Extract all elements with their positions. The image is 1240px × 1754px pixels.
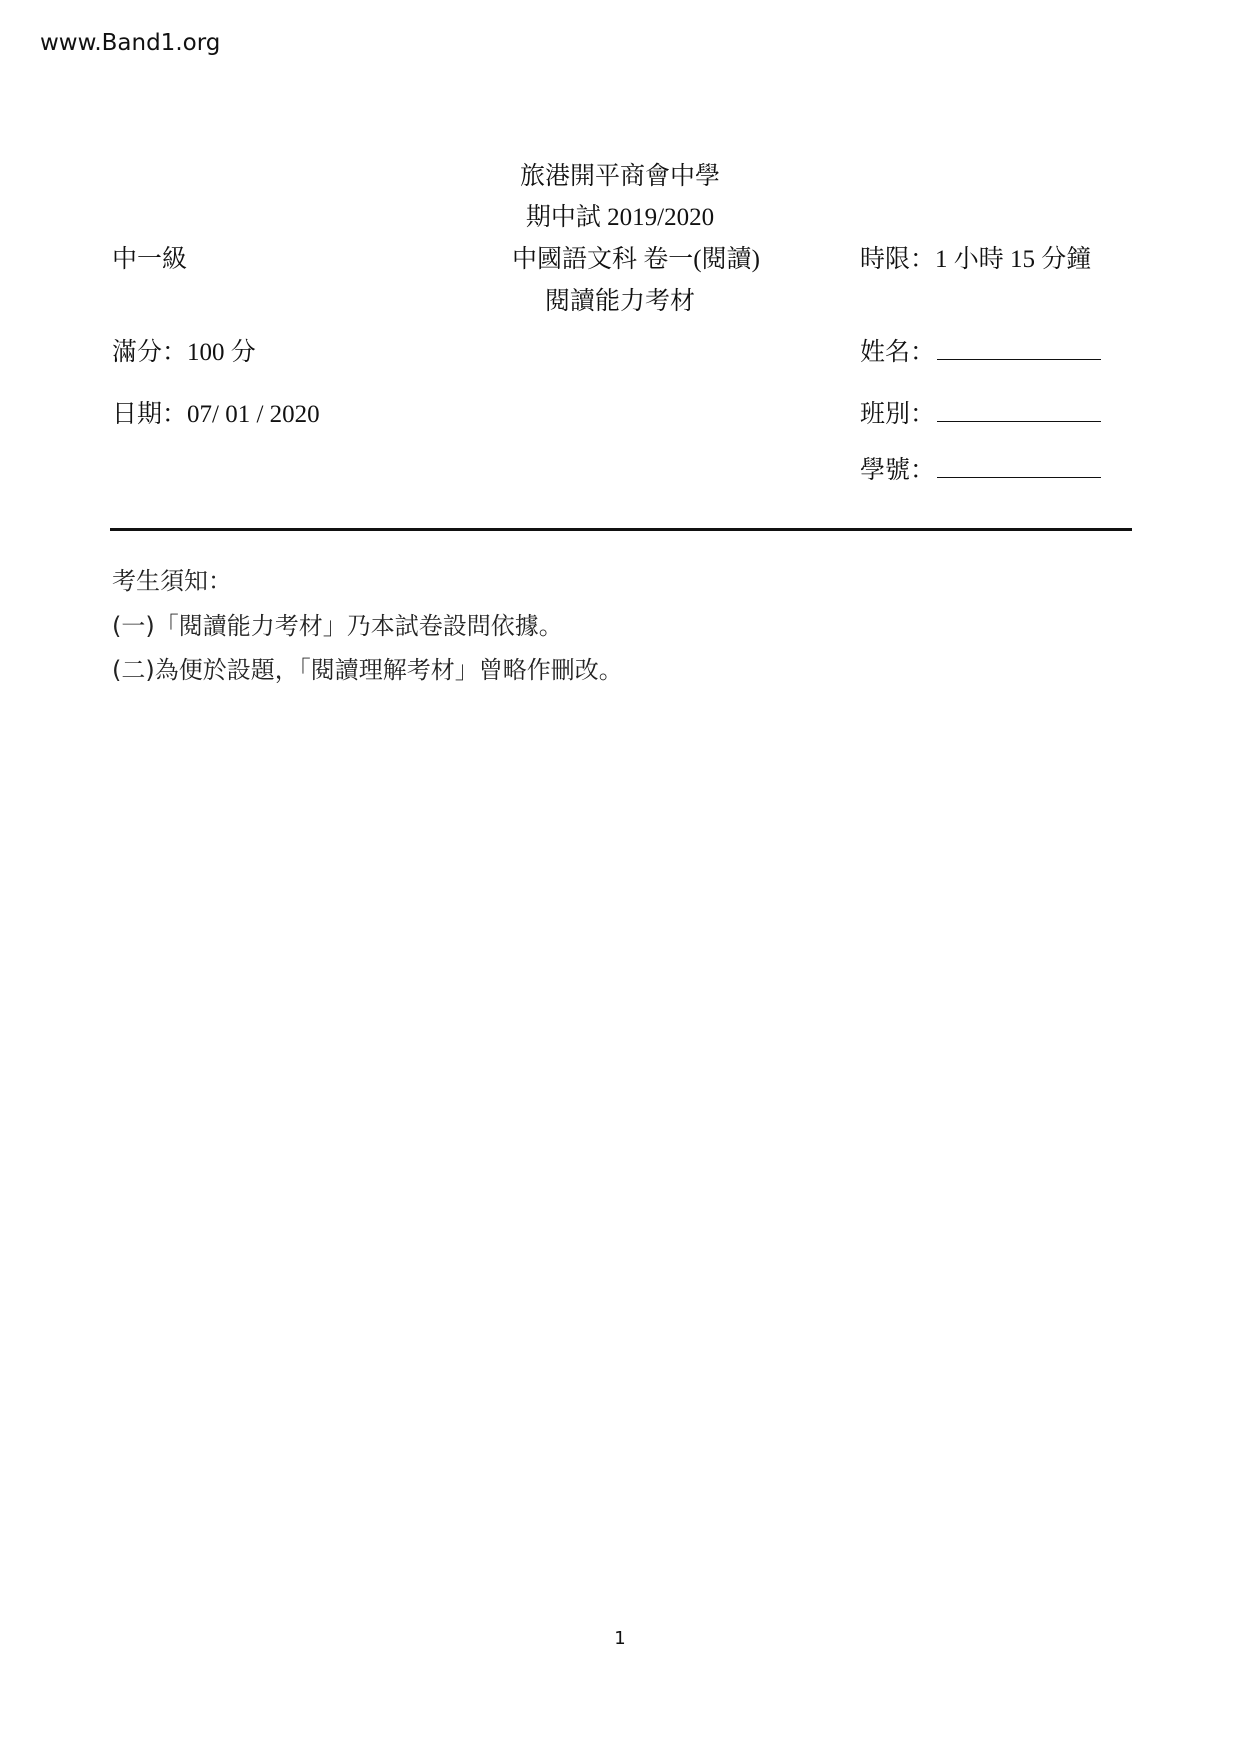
name-label: 姓名：: [860, 339, 936, 366]
name-blank: [937, 337, 1101, 360]
school-name: 旅港開平商會中學: [519, 163, 720, 190]
instruction-item: (二)為便於設題，「閱讀理解考材」曾略作刪改。: [112, 656, 623, 684]
class-field: [860, 394, 1101, 430]
exam-title: 期中試 2019/2020: [525, 204, 715, 231]
time-limit: 時限：1 小時 15 分鐘: [860, 246, 1092, 273]
page-number: 1: [614, 1628, 626, 1649]
instructions-heading: 考生須知：: [112, 567, 232, 595]
level-label: 中一級: [112, 246, 188, 273]
material-title: 閱讀能力考材: [544, 288, 695, 315]
divider: [110, 528, 1132, 531]
student-no-label: 學號：: [860, 457, 936, 484]
website-url: www.Band1.org: [40, 30, 221, 56]
instruction-item: (一)「閱讀能力考材」乃本試卷設問依據。: [112, 612, 563, 640]
class-blank: [937, 399, 1101, 422]
full-marks: 滿分：100 分: [112, 339, 256, 366]
student-no-blank: [937, 455, 1101, 478]
class-label: 班別：: [860, 401, 936, 428]
exam-date: 日期：07/ 01 / 2020: [112, 401, 320, 428]
subject-title: 中國語文科 卷一(閱讀): [512, 246, 760, 273]
student-no-field: [860, 450, 1101, 486]
name-field: [860, 332, 1101, 368]
